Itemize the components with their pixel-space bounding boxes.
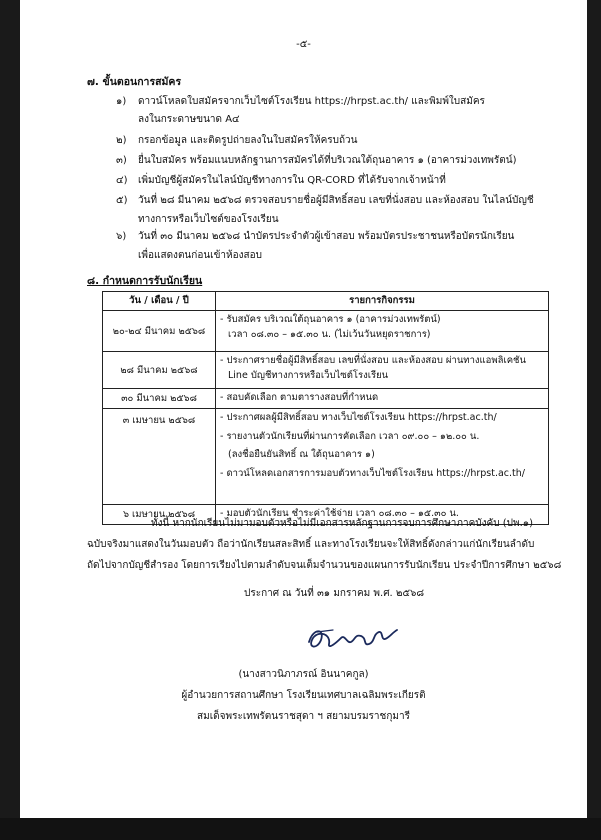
step-text: ดาวน์โหลดใบสมัครจากเว็บไซต์โรงเรียน https://hrpst.ac.th/ และพิมพ์ใบสมัคร [138, 96, 485, 107]
signer-position-cont: สมเด็จพระเทพรัตนราชสุดา ฯ สยามบรมราชกุมารี [197, 711, 410, 722]
step-number: ๕) [116, 195, 128, 206]
activity-item: (ลงชื่อยืนยันสิทธิ์ ณ ใต้ถุนอาคาร ๑) [228, 449, 375, 460]
activity-item: - ประกาศผลผู้มีสิทธิ์สอบ ทางเว็บไซต์โรงเรียน https://hrpst.ac.th/ [220, 412, 497, 423]
table-row [103, 389, 549, 409]
row-activity [216, 311, 549, 352]
step-text: ยื่นใบสมัคร พร้อมแนบหลักฐานการสมัครได้ที่บริเวณใต้ถุนอาคาร ๑ (อาคารม่วงเทพรัตน์) [138, 155, 517, 166]
closing-line-2: ฉบับจริงมาแสดงในวันมอบตัว ถือว่านักเรียนสละสิทธิ์ และทางโรงเรียนจะให้สิทธิ์ดังกล่าวแก่นักเรียนลำดับ [87, 539, 535, 550]
closing-line-3: ถัดไปจากบัญชีสำรอง โดยการเรียงไปตามลำดับจนเต็มจำนวนของแผนการรับนักเรียน ประจำปีการศึกษา ๒๕๖๘ [87, 560, 562, 571]
page-number: -๕- [296, 39, 311, 50]
table-row [103, 409, 549, 505]
table-header-row [103, 292, 549, 311]
activity-item: Line บัญชีทางการหรือเว็บไซต์โรงเรียน [228, 370, 389, 381]
table-row [103, 311, 549, 352]
row-date: ๓๐ มีนาคม ๒๕๖๘ [103, 389, 216, 409]
section7-title: ๗. ขั้นตอนการสมัคร [87, 76, 182, 88]
step-text: เพิ่มบัญชีผู้สมัครในไลน์บัญชีทางการใน QR-CORD ที่ได้รับจากเจ้าหน้าที่ [138, 175, 446, 186]
signature-image [303, 622, 403, 658]
activity-item: - รับสมัคร บริเวณใต้ถุนอาคาร ๑ (อาคารม่วงเทพรัตน์) [220, 314, 441, 325]
row-activity [216, 352, 549, 389]
closing-line-1: ทั้งนี้ หากนักเรียนไม่มามอบตัวหรือไม่มีเอกสารหลักฐานการจบการศึกษาภาคบังคับ (ปพ.๑) [151, 518, 534, 529]
row-activity [216, 409, 549, 505]
step-text-cont: ทางการหรือเว็บไซต์ของโรงเรียน [138, 214, 279, 225]
header-date: วัน / เดือน / ปี [103, 292, 216, 311]
header-activity: รายการกิจกรรม [216, 292, 549, 311]
step-number: ๒) [116, 135, 127, 146]
row-activity [216, 389, 549, 409]
signer-name: (นางสาวนิภาภรณ์ อินนาคกูล) [238, 669, 369, 680]
announce-date: ประกาศ ณ วันที่ ๓๑ มกราคม พ.ศ. ๒๕๖๘ [244, 588, 425, 599]
signer-position: ผู้อำนวยการสถานศึกษา โรงเรียนเทศบาลเฉลิมพระเกียรติ [181, 690, 426, 701]
step-number: ๖) [116, 231, 127, 242]
step-number: ๔) [116, 175, 128, 186]
step-text-cont: ลงในกระดาษขนาด A๔ [138, 114, 240, 125]
activity-item: เวลา ๐๘.๓๐ – ๑๕.๓๐ น. (ไม่เว้นวันหยุดราชการ) [228, 329, 431, 340]
step-number: ๑) [116, 96, 127, 107]
activity-item: - ดาวน์โหลดเอกสารการมอบตัวทางเว็บไซต์โรงเรียน https://hrpst.ac.th/ [220, 468, 525, 479]
step-text: กรอกข้อมูล และติดรูปถ่ายลงในใบสมัครให้ครบถ้วน [138, 135, 358, 146]
row-date: ๒๘ มีนาคม ๒๕๖๘ [103, 352, 216, 389]
step-text: วันที่ ๒๘ มีนาคม ๒๕๖๘ ตรวจสอบรายชื่อผู้มีสิทธิ์สอบ เลขที่นั่งสอบ และห้องสอบ ในไลน์บัญชี [138, 195, 534, 206]
row-date: ๓ เมษายน ๒๕๖๘ [103, 409, 216, 505]
screen-edge [0, 818, 601, 840]
table-row [103, 352, 549, 389]
activity-item: - ประกาศรายชื่อผู้มีสิทธิ์สอบ เลขที่นั่งสอบ และห้องสอบ ผ่านทางแอพลิเคชัน [220, 355, 527, 366]
document-page [20, 0, 587, 818]
activity-item: - มอบตัวนักเรียน ชำระค่าใช้จ่าย เวลา ๐๘.๓๐ – ๑๕.๓๐ น. [220, 508, 459, 519]
row-date: ๖ เมษายน ๒๕๖๘ [103, 505, 216, 525]
activity-item: - สอบคัดเลือก ตามตารางสอบที่กำหนด [220, 392, 379, 403]
step-text-cont: เพื่อแสดงตนก่อนเข้าห้องสอบ [138, 250, 262, 261]
activity-item: - รายงานตัวนักเรียนที่ผ่านการคัดเลือก เวลา ๐๙.๐๐ – ๑๒.๐๐ น. [220, 431, 480, 442]
step-text: วันที่ ๓๐ มีนาคม ๒๕๖๘ นำบัตรประจำตัวผู้เข้าสอบ พร้อมบัตรประชาชนหรือบัตรนักเรียน [138, 231, 515, 242]
step-number: ๓) [116, 155, 127, 166]
section8-title: ๘. กำหนดการรับนักเรียน [87, 275, 203, 287]
row-date: ๒๐-๒๔ มีนาคม ๒๕๖๘ [103, 311, 216, 352]
schedule-table [102, 291, 549, 525]
